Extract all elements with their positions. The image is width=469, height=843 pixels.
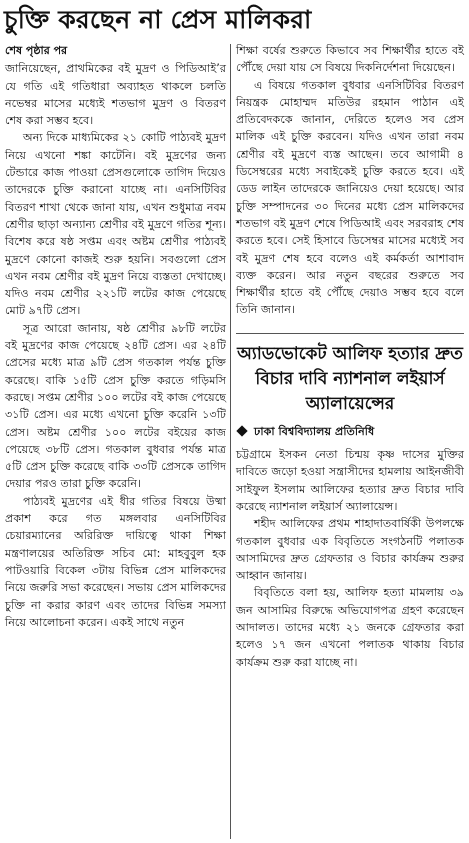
paragraph: পাঠ্যবই মুদ্রণের এই ধীর গতির বিষয়ে উষ্মা প্রকাশ করে গত মঙ্গলবার এনসিটিবির চেয়ারম্যানের অরিরিক্ত দায়িত্বে থাকা শিক্ষা মন্ত্রণালয়ের অতিরিক্ত সচিব মো: মাহবুবুল হক পাটওয়ারি বিকেল ৩টায় বিভিন্ন প্রেস মালিকদের নিয়ে জরুরি সভা করেছেন। সভায় প্রেস মালিকদের চুক্তি না করার কারণ এবং তাদের বিভিন্ন সমস্যা নিয়ে আলোচনা করেন। একই সাথে নতুন [5, 494, 226, 629]
sub-headline: অ্যাডভোকেট আলিফ হত্যার দ্রুত বিচার দাবি ন্যাশনাল লইয়ার্স অ্যালায়েন্সের [236, 333, 464, 417]
diamond-bullet-icon [236, 426, 247, 437]
paragraph: সূত্র আরো জানায়, ষষ্ঠ শ্রেণীর ৯৮টি লটের বই মুদ্রণের কাজ পেয়েছে ২৪টি প্রেস। এর ২৪টি প্রেসের মধ্যে মাত্র ৯টি প্রেস গতকাল পর্যন্ত চুক্তি করেছে। বাকি ১৫টি প্রেস চুক্তি করতে গড়িমসি করছে। সপ্তম শ্রেণীর ১০০ লটের বই কাজ পেয়েছে ৩১টি প্রেস। এর মধ্যে এখনো চুক্তি করেনি ১৩টি প্রেস। অষ্টম শ্রেণীর ১০০ লটের বইয়ের কাজ পেয়েছে ৩৮টি প্রেস। গতকাল বুধবার পর্যন্ত মাত্র ৫টি প্রেস চুক্তি করেছে বাকি ৩৩টি প্রেসকে তাগিদ দেয়ার পরও তারা চুক্তি করেনি। [5, 321, 226, 491]
paragraph: শিক্ষা বর্ষের শুরুতে কিভাবে সব শিক্ষার্থীর হাতে বই পৌঁছে দেয়া যায় সে বিষয়ে দিকনির্দেশনা দিয়েছেন। [236, 44, 464, 75]
paragraph: বিবৃতিতে বলা হয়, আলিফ হত্যা মামলায় ৩৯ জন আসামির বিরুদ্ধে অভিযোগপত্র গ্রহণ করেছেন আদালত। তাদের মধ্যে ২১ জনকে গ্রেফতার করা হলেও ১৭ জন এখনো পলাতক থাকায় বিচার কার্যক্রম শুরু করা যাচ্ছে না। [236, 586, 464, 669]
paragraph: অন্য দিকে মাধ্যমিকের ২১ কোটি পাঠ্যবই মুদ্রণ নিয়ে এখনো শঙ্কা কাটেনি। বই মুদ্রণের জন্য টেন্ডারে কাজ পাওয়া প্রেসগুলোকে তাগিদ দিয়েও তাদেরকে চুক্তি করানো যাচ্ছে না। এনসিটিবির বিতরণ শাখা থেকে জানা যায়, এখন শুধুমাত্র নবম শ্রেণীর ছাড়া অন্যান্য শ্রেণীর বই মুদ্রণে গতির শূন্য। বিশেষ করে ষষ্ঠ সপ্তম এবং অষ্টম শ্রেণীর পাঠ্যবই মুদ্রণে কোনো কাজই শুরু হয়নি। সবগুলো প্রেস এখন নবম শ্রেণীর বই মুদ্রণ নিয়ে ব্যস্ততা দেখাচ্ছে। যদিও নবম শ্রেণীর ২২১টি লটের কাজ পেয়েছে মোট ৯৭টি প্রেস। [5, 131, 226, 318]
byline-text: ঢাকা বিশ্ববিদ্যালয় প্রতিনিধি [254, 424, 375, 438]
paragraph: শহীদ আলিফের প্রথম শাহাদাতবার্ষিকী উপলক্ষে গতকাল বুধবার এক বিবৃতিতে সংগঠনটি পলাতক আসামিদের দ্রুত গ্রেফতার ও বিচার কার্যক্রম শুরুর আহ্বান জানায়। [236, 517, 464, 583]
left-column [5, 42, 226, 631]
right-column [236, 42, 464, 671]
continuation-label: শেষ পৃষ্ঠার পর [5, 44, 68, 57]
paragraph: চট্টগ্রামে ইসকন নেতা চিন্ময় কৃষ্ণ দাসের মুক্তির দাবিতে জড়ো হওয়া সন্ত্রাসীদের হামলায় আইনজীবী সাইফুল ইসলাম আলিফের হত্যার দ্রুত বিচার দাবি করেছে ন্যাশনাল লইয়ার্স অ্যালায়েন্স। [236, 448, 464, 513]
column-divider [230, 44, 231, 839]
headline: চুক্তি করছেন না প্রেস মালিকরা [4, 5, 312, 34]
byline [236, 423, 464, 440]
paragraph: এ বিষয়ে গতকাল বুধবার এনসিটিবির বিতরণ নিয়ন্ত্রক মোহাম্মদ মতিউর রহমান পাঠান এই প্রতিবেদককে জানান, দেরিতে হলেও সব প্রেস মালিক এই চুক্তি করবেন। যদিও এখন তারা নবম শ্রেণীর বই মুদ্রণে ব্যস্ত আছেন। তবে আগামী ৪ ডিসেম্বরের মধ্যে সবাইকেই চুক্তি করতে হবে। এই ডেড লাইন তাদেরকে জানিয়েও দেয়া হয়েছে। আর চুক্তি সম্পাদনের ৩০ দিনের মধ্যে প্রেস মালিকদের শতভাগ বই মুদ্রণ শেষে পিডিআই এবং সরবরাহ শেষ করতে হবে। সেই হিসাবে ডিসেম্বর মাসের মধ্যেই সব বই মুদ্রণ শেষ হবে বলেও এই কর্মকর্তা আশাবাদ ব্যক্ত করেন। আর নতুন বছরের শুরুতে সব শিক্ষার্থীর হাতে বই পৌঁছে দেয়াও সম্ভব হবে বলে তিনি জানান। [236, 78, 464, 317]
paragraph: জানিয়েছেন, প্রাথমিকের বই মুদ্রণ ও পিডিআই’র যে গতি এই গতিধারা অব্যাহত থাকলে চলতি নভেম্বর মাসের মধ্যেই শতভাগ মুদ্রণ ও বিতরণ শেষ করা সম্ভব হবে। [5, 62, 226, 128]
